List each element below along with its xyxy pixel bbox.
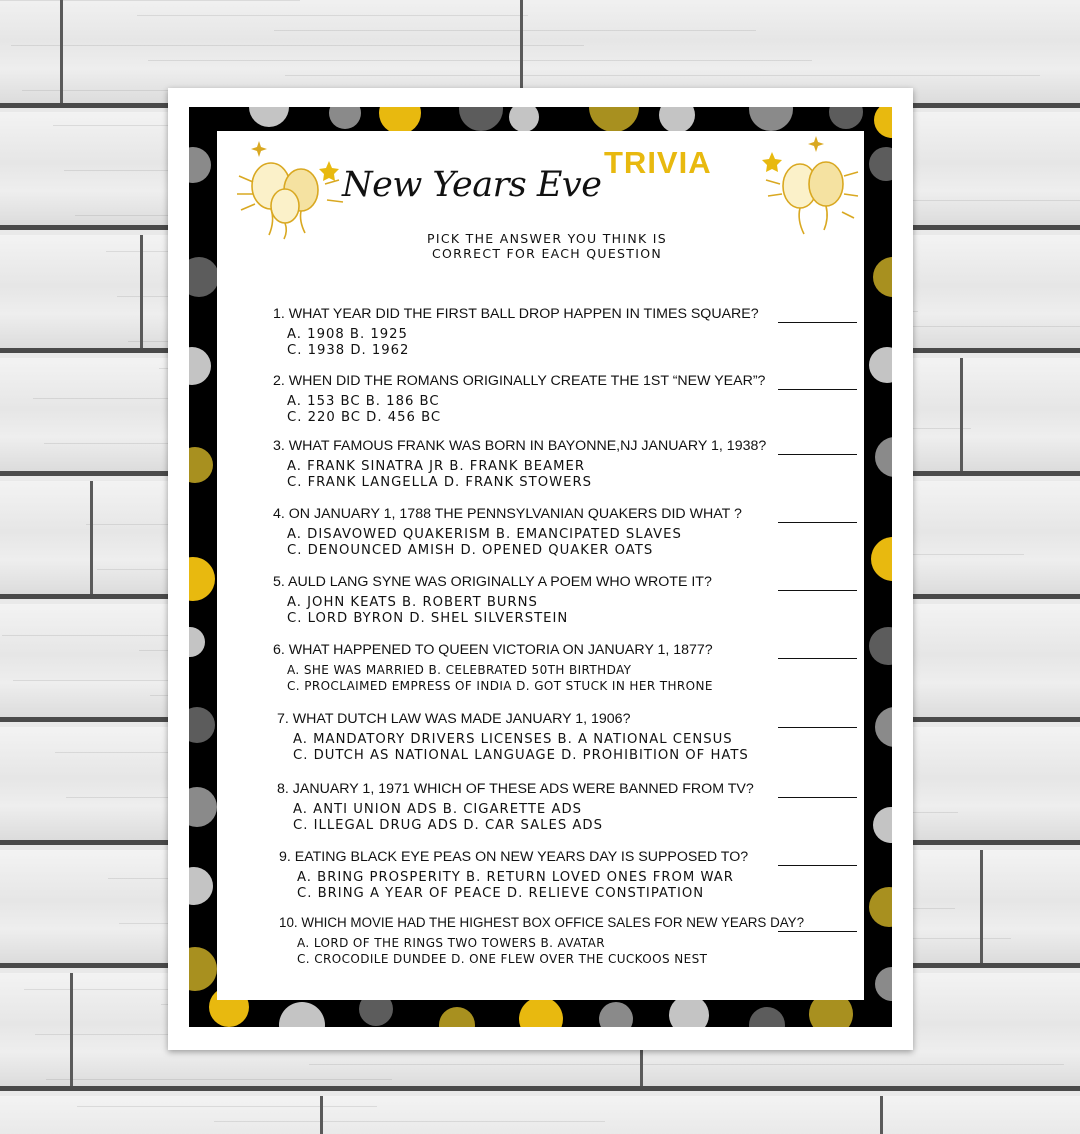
title-trivia: TRIVIA [604,145,712,180]
balloons-right-icon [752,136,862,241]
question-text: 2. WHEN DID THE ROMANS ORIGINALLY CREATE THE 1ST “NEW YEAR”? [273,373,766,389]
wood-grain [214,1121,605,1122]
polka-dot [875,437,892,477]
polka-dot [189,867,213,905]
answer-options-line: C. 1938 D. 1962 [287,343,410,358]
polka-dot-border [189,107,892,1027]
polka-dot [249,107,289,127]
wood-grain [274,30,756,31]
question-text: 10. WHICH MOVIE HAD THE HIGHEST BOX OFFICE SALES FOR NEW YEARS DAY? [279,915,805,930]
answer-options-line: C. DENOUNCED AMISH D. OPENED QUAKER OATS [287,543,654,558]
instructions-line-2: CORRECT FOR EACH QUESTION [431,246,663,261]
wood-grain [0,0,300,1]
polka-dot [749,1007,785,1027]
polka-dot [189,147,211,183]
polka-dot [599,1002,633,1027]
answer-options-line: C. CROCODILE DUNDEE D. ONE FLEW OVER THE CUCKOOS NEST [297,952,708,966]
question-text: 3. WHAT FAMOUS FRANK WAS BORN IN BAYONNE,NJ JANUARY 1, 1938? [273,438,767,454]
answer-blank[interactable] [778,389,857,390]
answer-options-line: C. DUTCH AS NATIONAL LANGUAGE D. PROHIBITION OF HATS [293,748,749,763]
answer-options-line: A. LORD OF THE RINGS TWO TOWERS B. AVATAR [297,936,606,950]
instructions-line-1: PICK THE ANSWER YOU THINK IS [427,231,667,246]
question-text: 7. WHAT DUTCH LAW WAS MADE JANUARY 1, 1906? [277,711,631,727]
answer-blank[interactable] [778,931,857,932]
answer-options-line: A. MANDATORY DRIVERS LICENSES B. A NATIONAL CENSUS [293,732,733,747]
polka-dot [829,107,863,129]
balloons-left-icon [229,136,349,241]
polka-dot [589,107,639,132]
answer-options-line: C. ILLEGAL DRUG ADS D. CAR SALES ADS [293,818,603,833]
plank-seam [320,1096,323,1134]
polka-dot [509,107,539,132]
polka-dot [189,557,215,601]
answer-options-line: A. BRING PROSPERITY B. RETURN LOVED ONES FROM WAR [297,870,734,885]
polka-dot [189,947,217,991]
polka-dot [189,257,219,297]
plank-seam [140,235,143,348]
answer-options-line: A. SHE WAS MARRIED B. CELEBRATED 50TH BIRTHDAY [287,663,632,677]
answer-options-line: C. LORD BYRON D. SHEL SILVERSTEIN [287,611,569,626]
wood-grain [137,15,528,16]
answer-blank[interactable] [778,590,857,591]
wood-grain [46,1079,392,1080]
polka-dot [519,997,563,1027]
question-text: 5. AULD LANG SYNE WAS ORIGINALLY A POEM WHO WROTE IT? [273,574,712,590]
question-text: 4. ON JANUARY 1, 1788 THE PENNSYLVANIAN QUAKERS DID WHAT ? [273,506,742,522]
polka-dot [873,257,892,297]
plank-seam [880,1096,883,1134]
polka-dot [189,347,211,385]
wood-grain [11,45,584,46]
polka-dot [869,147,892,181]
answer-blank[interactable] [778,727,857,728]
answer-blank[interactable] [778,522,857,523]
title-script: New Years Eve [342,165,602,205]
polka-dot [871,537,892,581]
plank-seam [70,973,73,1086]
question-text: 6. WHAT HAPPENED TO QUEEN VICTORIA ON JANUARY 1, 1877? [273,642,713,658]
answer-blank[interactable] [778,658,857,659]
question-text: 9. EATING BLACK EYE PEAS ON NEW YEARS DAY IS SUPPOSED TO? [279,849,749,865]
answer-options-line: A. FRANK SINATRA JR B. FRANK BEAMER [287,459,586,474]
instructions [367,231,727,261]
polka-dot [189,787,217,827]
question-text: 1. WHAT YEAR DID THE FIRST BALL DROP HAPPEN IN TIMES SQUARE? [273,306,759,322]
printable-sheet [168,88,913,1050]
wood-grain [309,1064,1064,1065]
polka-dot [875,967,892,1001]
polka-dot [439,1007,475,1027]
answer-options-line: C. FRANK LANGELLA D. FRANK STOWERS [287,475,593,490]
polka-dot [189,707,215,743]
trivia-card [217,131,864,1000]
plank-seam [960,358,963,471]
answer-blank[interactable] [778,797,857,798]
question-text: 8. JANUARY 1, 1971 WHICH OF THESE ADS WERE BANNED FROM TV? [277,781,754,797]
plank-seam [980,850,983,963]
answer-options-line: A. 1908 B. 1925 [287,327,408,342]
answer-options-line: A. DISAVOWED QUAKERISM B. EMANCIPATED SLAVES [287,527,682,542]
answer-options-line: A. ANTI UNION ADS B. CIGARETTE ADS [293,802,582,817]
polka-dot [279,1002,325,1027]
plank-seam [60,0,63,103]
answer-options-line: A. JOHN KEATS B. ROBERT BURNS [287,595,538,610]
polka-dot [659,107,695,133]
polka-dot [869,887,892,927]
polka-dot [869,627,892,665]
answer-options-line: A. 153 BC B. 186 BC [287,394,440,409]
answer-options-line: C. PROCLAIMED EMPRESS OF INDIA D. GOT STUCK IN HER THRONE [287,679,713,693]
polka-dot [869,347,892,383]
polka-dot [379,107,421,134]
answer-options-line: C. 220 BC D. 456 BC [287,410,442,425]
polka-dot [459,107,503,131]
polka-dot [873,807,892,843]
plank-seam [90,481,93,594]
polka-dot [189,627,205,657]
answer-blank[interactable] [778,865,857,866]
polka-dot [874,107,892,138]
answer-blank[interactable] [778,454,857,455]
wood-grain [77,1106,377,1107]
answer-blank[interactable] [778,322,857,323]
polka-dot [875,707,892,747]
polka-dot [749,107,793,131]
wood-grain [285,75,1040,76]
answer-options-line: C. BRING A YEAR OF PEACE D. RELIEVE CONSTIPATION [297,886,705,901]
polka-dot [329,107,361,129]
wood-grain [148,60,812,61]
wood-plank [0,1096,1080,1134]
polka-dot [189,447,213,483]
